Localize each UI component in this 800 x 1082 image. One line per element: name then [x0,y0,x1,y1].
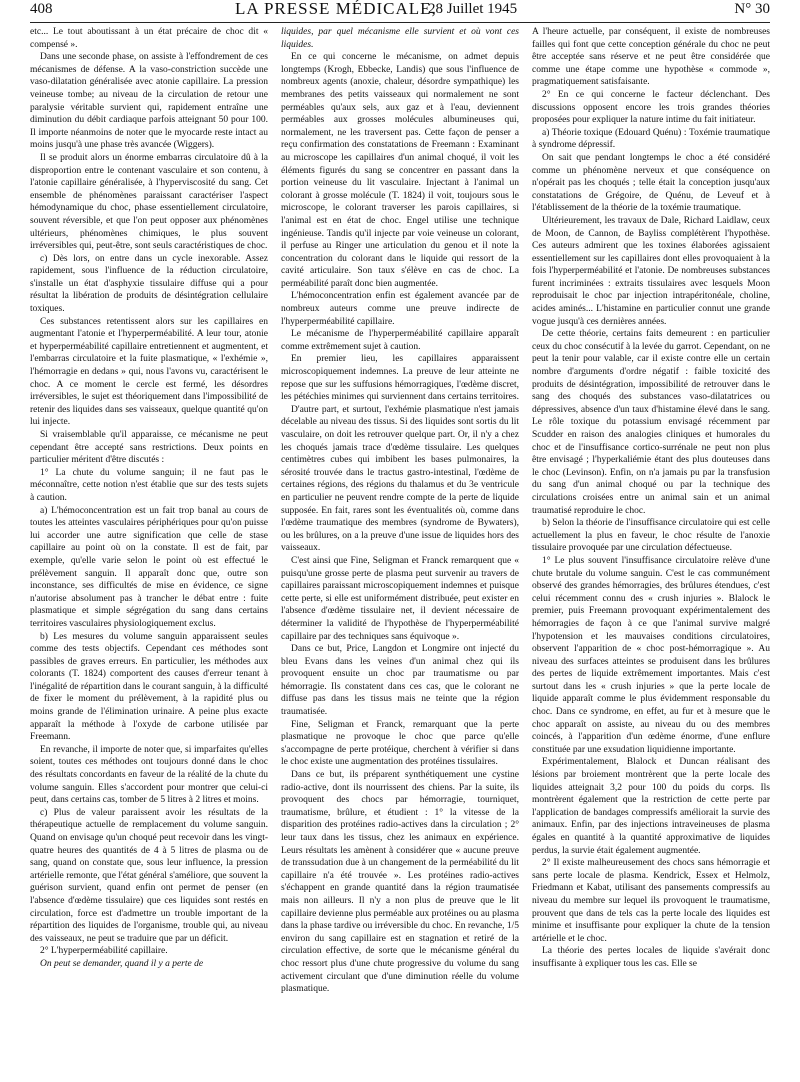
page-header [30,0,770,20]
paragraph: L'hémoconcentration enfin est également avancée par de nombreux auteurs comme une preuve indirecte de l'hyperperméabilité capillaire. [281,291,519,327]
paragraph: On sait que pendant longtemps le choc a été considéré comme un phénomène nerveux et que conséquence on n'opérait pas les choqués ; telle était la conception jusqu'aux constatations de Grégoire, de Quénu, de Leveuf et à l'établissement de la théorie de la toxémie traumatique. [532,152,770,214]
text-column-2 [281,26,519,1076]
paragraph: c) Plus de valeur paraissent avoir les résultats de la thérapeutique actuelle de remplacement du volume sanguin. Quand on envisage qu'un choqué peut recevoir dans les vingt-quatre heures des quantités de 4 à 5 litres de plasma ou de sang, quand on constate que, sous leur influence, la pression artérielle remonte, que l'état général s'améliore, que souvent la guérison survient, quand enfin ont permet de penser (en l'absence d'œdème tissulaire) que ces liquides sont restés en circulation, force est d'admettre un trouble important de la répartition des liquides de l'organisme, trouble qui, au niveau des vaisseaux, ne peut se traduire que par un déficit. [30,807,268,944]
paragraph: 1° Le plus souvent l'insuffisance circulatoire relève d'une chute brutale du volume sanguin. C'est le cas communément observé des grandes hémorragies, des brûlures étendues, c'est celui récemment connu des « crush injuries ». Blalock le premier, puis Freemann provoquant expérimentalement des hémorragies de façon à ce que l'animal survive malgré l'hypotension et les mauvaises conditions circulatoires, observent l'apparition de « choc post-hémorragique ». Au niveau des surfaces atteintes se produisent dans les brûlures des pertes de liquide extrêmement importantes. Mais c'est surtout dans les « crush injuries » que la perte locale de liquide apparaît comme le plus évidemment responsable du choc. Dans ce syndrome, en effet, au fur et à mesure que le choc apparaît on assiste, au niveau du ou des membres coincés, à l'apparition d'un œdème énorme, d'une enflure constituée par une exsudation liquidienne importante. [532,555,770,755]
paragraph: etc... Le tout aboutissant à un état précaire de choc dit « compensé ». [30,27,268,50]
paragraph: 2° En ce qui concerne le facteur déclenchant. Des discussions opposent encore les trois grandes théories proposées pour expliquer la nature intime du fait initiateur. [532,89,770,126]
paragraph: Expérimentalement, Blalock et Duncan réalisant des lésions par broiement montrèrent que la perte locale des liquides atteignait 3,2 pour 100 du poids du corps. Ils montrèrent également que la restriction de cette perte par l'application de bandages compressifs améliorait la survie des animaux. Enfin, par des injections intraveineuses de plasma égales en quantité à la quantité approximative de liquides perdus, la survie était également augmentée. [532,757,770,856]
paragraph: En revanche, il importe de noter que, si imparfaites qu'elles soient, toutes ces méthodes ont toujours donné dans le choc des résultats concordants en faveur de la réalité de la chute du volume sanguin. Elles s'accordent pour montrer que celui-ci peut, dans certains cas, tomber de 5 litres à 2 litres et moins. [30,744,268,806]
paragraph: Le mécanisme de l'hyperperméabilité capillaire apparaît comme extrêmement sujet à caution. [281,329,519,352]
paragraph: c) Dès lors, on entre dans un cycle inexorable. Assez rapidement, sous l'influence de la réduction circulatoire, s'installe un état d'asphyxie tissulaire diffuse qui a pour résultat la libération de produits de désintégration cellulaire toxiques. [30,253,268,315]
paragraph: Si vraisemblable qu'il apparaisse, ce mécanisme ne peut cependant être accepté sans restrictions. Deux points en particulier méritent d'être discutés : [30,430,268,466]
paragraph: a) L'hémoconcentration est un fait trop banal au cours de toutes les atteintes vasculaires périphériques pour qu'on puisse lui accorder une autre signification que celle de stase capillaire au point où on la constate. Il est de fait, par exemple, qu'elle varie selon le point où est effectué le prélèvement sanguin. Il apparaît donc que, outre son inconstance, ses difficultés de mise en évidence, ce signe n'autorise absolument pas à trancher le débat entre : fuite plasmatique et simple ségrégation du sang dans certains territoires vasculaires physiologiquement exclus. [30,505,268,629]
paragraph: D'autre part, et surtout, l'exhémie plasmatique n'est jamais décelable au niveau des tissus. Si des liquides sont sortis du lit vasculaire, on doit les retrouver quelque part. Or, il n'y a chez les choqués jamais trace d'œdème tissulaire. Les quelques centimètres cubes qui imbibent les bases pulmonaires, la sérosité trouvée dans le tractus gastro-intestinal, l'œdème de certaines régions, des régions du thalamus et du 3e ventricule en particulier ne peuvent rendre compte de la perte de liquide supposée. En fait, rares sont les éventualités où, comme dans l'œdème traumatique des membres (syndrome de Bywaters), ou les brûlures, on a la preuve d'une issue de liquides hors des vaisseaux. [281,404,519,554]
paragraph: Ultérieurement, les travaux de Dale, Richard Laidlaw, ceux de Moon, de Cannon, de Bayliss complétèrent l'hypothèse. Ces auteurs admirent que les toxines élaborées agissaient essentiellement sur les capillaires dont elles provoquaient à la fois l'hyperperméabilité et l'atonie. De nombreuses substances furent incriminées : extraits tissulaires avec lesquels Moon reproduisait le choc par injection intrapéritonéale, choline, acides aminés... L'histamine en particulier connut une grande vogue jusqu'à ces dernières années. [532,215,770,327]
paragraph: En ce qui concerne le mécanisme, on admet depuis longtemps (Krogh, Ebbecke, Landis) que sous l'influence de nombreux agents (anoxie, chaleur, désordre sympathique) les membranes des petits vaisseaux qui normalement ne sont perméables qu'aux sels, aux gaz et à l'eau, deviennent perméables aux grosses molécules albumineuses qui, normalement, ne les traversent pas. Cette façon de penser a reçu confirmation des constatations de Freemann : Examinant au microscope les capillaires d'un animal choqué, il voit les éléments figurés du sang se concentrer en passant dans la portion veineuse du lit vasculaire. Injectant à l'animal un colorant à grosse molécule (T. 1824) il voit, toujours sous le microscope, le colorant traverser les parois capillaires, si l'animal est en état de choc. Engel utilise une technique ingénieuse. Tandis qu'il injecte par voie veineuse un colorant, il perfuse au Ringer une articulation du genou et il note la concentration du colorant dans le liquide qui ressort de la cavité articulaire. Son taux s'élève en cas de choc. La perméabilité paraît donc bien augmentée. [281,52,519,289]
issue-date: 28 Juillet 1945 [428,1,518,17]
paragraph: A l'heure actuelle, par conséquent, il existe de nombreuses failles qui font que cette conception générale du choc ne peut être acceptée sans réserve et ne peut être considérée que comme une étape comme une hypothèse « commode », pragmatiquement satisfaisante. [532,27,770,88]
paragraph: 2° Il existe malheureusement des chocs sans hémorragie et sans perte locale de plasma. Kendrick, Essex et Helmolz, Friedmann et Kabat, utilisant des pansements compressifs au niveau du membre sur lequel ils provoquent le traumatisme, prouvent que dans de tels cas la perte locale des liquides est minime et insuffisante pour expliquer la chute de la tension artérielle et le choc. [532,858,770,944]
paragraph: En premier lieu, les capillaires apparaissent microscopiquement indemnes. La preuve de leur atteinte ne repose que sur les suffusions hémorragiques, l'œdème discret, les pétéchies minimes qui surviennent dans certains territoires. [281,354,519,403]
paragraph: b) Selon la théorie de l'insuffisance circulatoire qui est celle actuellement la plus en faveur, le choc résulte de l'anoxie tissulaire provoquée par une circulation défectueuse. [532,518,770,554]
paragraph: Fine, Seligman et Franck, remarquant que la perte plasmatique ne provoque le choc que parce qu'elle s'accompagne de perte protéique, cherchent à vérifier si dans le choc existe une augmentation des protéines tissulaires. [281,719,519,768]
issue-number: N° 30 [734,1,770,17]
paragraph: b) Les mesures du volume sanguin apparaissent seules comme des tests objectifs. Cependant ces méthodes sont passibles de graves erreurs. En particulier, les méthodes aux colorants (T. 1824) comportent des causes d'erreur tenant à l'inégalité de répartition dans le courant sanguin, à la difficulté de fixer le moment du prélèvement, à la rapidité plus ou moins grande de l'élimination urinaire. A peine plus exacte apparaît la méthode à l'oxyde de carbone utilisée par Freemann. [30,631,268,743]
paragraph: 1° La chute du volume sanguin; il ne faut pas le méconnaître, cette notion n'est établie que sur des tests sujets à caution. [30,467,268,503]
paragraph: 2° L'hyperperméabilité capillaire. [40,946,168,957]
paragraph: De cette théorie, certains faits demeurent : en particulier ceux du choc consécutif à la levée du garrot. Cependant, on ne peut la tenir pour valable, car il existe contre elle un certain nombre d'arguments d'ordre négatif : faible toxicité des produits de désintégration, impossibilité de retrouver dans le sang des choqués des substances vaso-dilatatrices ou dépressives, absence d'un taux d'histamine élevé dans le sang. Le rôle toxique du potassium envisagé récemment par Scudder en raison des analogies cliniques et humorales du choc et de l'insuffisance cortico-surrénale ne peut non plus être envisagé ; l'hyperkaliémie étant des plus douteuses dans le choc (Levinson). Enfin, on n'a jamais pu par la transfusion du sang d'un animal choqué ou par la technique des circulations croisées entre un animal sain et un animal traumatisé reproduire le choc. [532,329,770,516]
paragraph: a) Théorie toxique (Edouard Quénu) : Toxémie traumatique à syndrome dépressif. [532,127,770,151]
page-number: 408 [30,1,53,17]
text-column-3 [532,26,770,1076]
text-column-1 [30,26,268,1076]
paragraph: Dans ce but, Price, Langdon et Longmire ont injecté du bleu Evans dans les veines d'un animal chez qui ils provoquent ensuite un choc par traumatisme ou par hémorragie. Ils constatent dans ces cas, que le colorant ne diffuse pas dans les tissus mais ne teinte que la région traumatisée. [281,644,519,718]
paragraph: Il se produit alors un énorme embarras circulatoire dû à la disproportion entre le contenant vasculaire et son contenu, à l'atonie capillaire généralisée, à l'hyperviscosité du sang. Cet ensemble de phénomènes paraissant caractériser l'aspect hémodynamique du choc, phase essentiellement circulatoire, souvent réversible, et que l'on peut opposer aux phénomènes ultérieurs, phénomènes chimiques, le plus souvent irréversibles qui, peut-être, sont seuls caractéristiques de choc. [30,152,268,252]
journal-title: LA PRESSE MÉDICALE, [235,0,437,18]
paragraph: On peut se demander, quand il y a perte de [40,958,204,969]
paragraph: Dans une seconde phase, on assiste à l'effondrement de ces mécanismes de défense. A la vaso-constriction succède une vaso-dilatation généralisée avec atonie capillaire. La pression veineuse tombe; au niveau de la circulation de retour une paralysie véritable survient qui, rapidement entraîne une diminution du débit cardiaque parfois atteignant 50 pour 100. Il importe néanmoins de noter que le myocarde reste intact au moins jusqu'à une phase très avancée (Wiggers). [30,52,268,151]
paragraph: Ces substances retentissent alors sur les capillaires en augmentant l'atonie et l'hyperperméabilité. A leur tour, atonie et hyperperméabilité capillaire entretiennent et augmentent, et l'embarras circulatoire et la fuite plasmatique, « l'exhémie », l'hémorragie en dedans » qui, nous l'avons vu, caractérisent le choc. A ce moment le cercle est fermé, les désordres irréversibles, le sujet est théoriquement dans l'impossibilité de retenir des liquides dans ses vaisseaux, quelque quantité qu'on lui injecte. [30,316,268,428]
paragraph: La théorie des pertes locales de liquide s'avérait donc insuffisante à expliquer tous les cas. Elle se [532,946,770,969]
paragraph: Dans ce but, ils préparent synthétiquement une cystine radio-active, dont ils nourrissent des chiens. Par la suite, ils provoquent des chocs par hémorragie, tourniquet, traumatisme, brûlure, et étudient : 1° la vitesse de la disparition des protéines radio-actives dans la circulation ; 2° leur taux dans les tissus, chez les animaux en expérience. Leurs résultats les amènent à considérer que « aucune preuve de transsudation due à un changement de la perméabilité du lit capillaire n'a été trouvée ». Les protéines radio-actives s'échappent en grande quantité dans la région traumatisée mais non ailleurs. Il n'y a non plus de preuve que le lit capillaire devienne plus perméable aux protéines ou au plasma dans la phase tardive ou irréversible du choc. En revanche, 1/5 environ du sang capillaire est en stagnation et retiré de la circulation effective, de sorte que le mécanisme général du choc ressort plus d'une chute progressive du volume du sang activement circulant que d'une diminution réelle du volume plasmatique. [281,770,519,995]
paragraph: liquides, par quel mécanisme elle survient et où vont ces liquides. [281,27,519,50]
header-divider [30,22,770,23]
paragraph: C'est ainsi que Fine, Seligman et Franck remarquent que « puisqu'une grosse perte de plasma peut survenir au travers de capillaires paraissant microscopiquement indemnes et puisque cette perte, si elle est uniformément distribuée, peut exister en l'absence d'œdème tissulaire net, il devient nécessaire de déterminer la validité de l'hypothèse de l'hyperperméabilité capillaire par des techniques sans équivoque ». [281,555,519,642]
